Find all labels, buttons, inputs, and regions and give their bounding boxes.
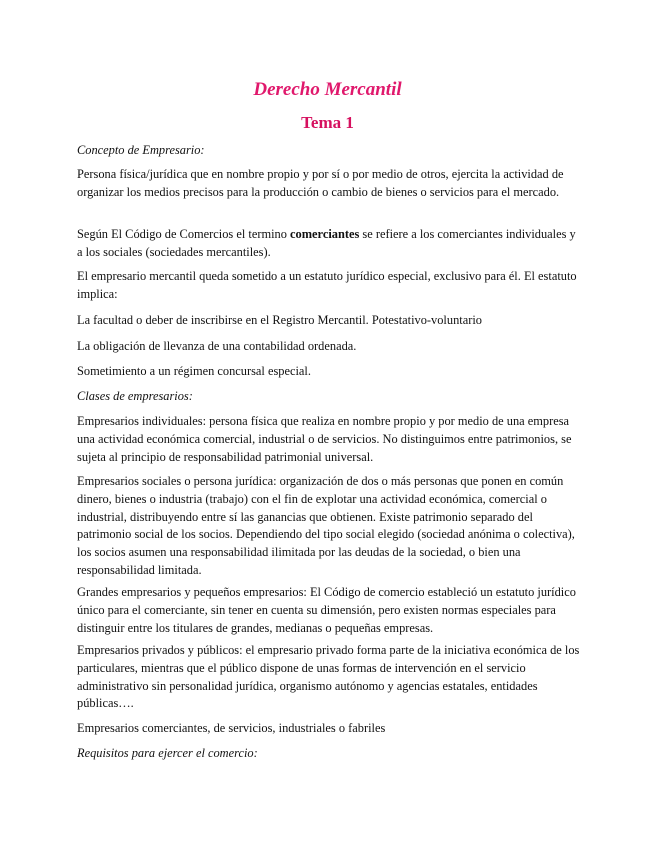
paragraph-empresarios-individuales: Empresarios individuales: persona física que realiza en nombre propio y por medio de una empresa una actividad económica comercial, industrial o de servicios. No distinguimos entre patrimonios, se sujeta al principio de responsabilidad patrimonial universal. bbox=[77, 414, 572, 464]
heading-clases: Clases de empresarios: bbox=[77, 389, 193, 403]
paragraph-privados-publicos: Empresarios privados y públicos: el empresario privado forma parte de la iniciativa económica de los particulares, mientras que el público dispone de unas formas de intervención en el servicio administrativo sin personalidad jurídica, organismo autónomo y agencias estatales, entidades públicas…. bbox=[77, 643, 580, 711]
document-subtitle: Tema 1 bbox=[301, 113, 354, 132]
paragraph-empresarios-sociales: Empresarios sociales o persona jurídica: organización de dos o más personas que ponen en común dinero, bienes o industria (trabajo) con el fin de explotar una actividad económica, comercial o industrial, distribuyendo entre sí las ganancias que obtienen. Existe patrimonio separado del patrimonio social de los socios. Dependiendo del tipo social elegido (sociedad anónima o colectiva), los socios asumen una responsabilidad ilimitada por las deudas de la sociedad, o bien una responsabilidad limitada. bbox=[77, 474, 575, 577]
paragraph-regimen-concursal: Sometimiento a un régimen concursal especial. bbox=[77, 364, 311, 378]
heading-concepto: Concepto de Empresario: bbox=[77, 143, 205, 157]
paragraph-definicion: Persona física/jurídica que en nombre propio y por sí o por medio de otros, ejercita la actividad de organizar los medios precisos para la producción o cambio de bienes o servicios para el mercado. bbox=[77, 167, 564, 199]
paragraph-grandes-pequenos: Grandes empresarios y pequeños empresarios: El Código de comercio estableció un estatuto jurídico único para el comerciante, sin tener en cuenta su dimensión, pero existen normas especiales para distinguir entre los titulares de grandes, medianas o pequeñas empresas. bbox=[77, 585, 576, 635]
paragraph-contabilidad: La obligación de llevanza de una contabilidad ordenada. bbox=[77, 339, 357, 353]
term-comerciantes: comerciantes bbox=[290, 227, 360, 241]
paragraph-codigo-comercio bbox=[77, 226, 582, 262]
document-title: Derecho Mercantil bbox=[253, 79, 402, 100]
paragraph-tipos-empresarios: Empresarios comerciantes, de servicios, industriales o fabriles bbox=[77, 721, 386, 735]
paragraph-registro-mercantil: La facultad o deber de inscribirse en el Registro Mercantil. Potestativo-voluntario bbox=[77, 313, 482, 327]
paragraph-codigo-comercio-end: se refiere a los comerciantes individuales y a los sociales (sociedades mercantiles). bbox=[77, 227, 576, 259]
paragraph-codigo-comercio-start: Según El Código de Comercios el termino bbox=[77, 227, 291, 241]
heading-requisitos: Requisitos para ejercer el comercio: bbox=[77, 746, 258, 760]
paragraph-estatuto: El empresario mercantil queda sometido a un estatuto jurídico especial, exclusivo para él. El estatuto implica: bbox=[77, 269, 577, 301]
